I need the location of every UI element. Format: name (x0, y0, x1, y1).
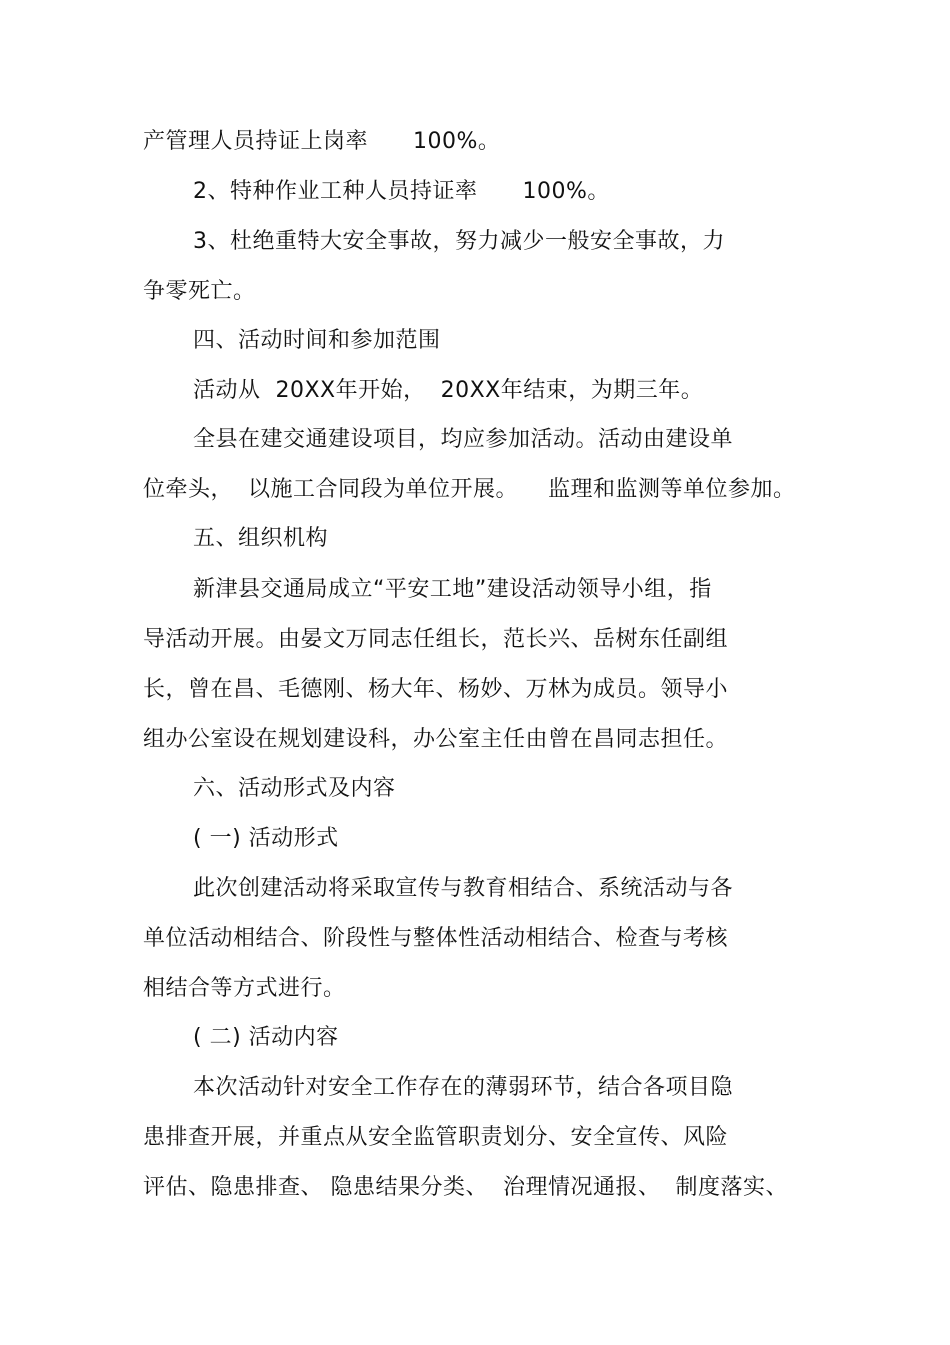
text-line: 组办公室设在规划建设科，办公室主任由曾在昌同志担任。 (143, 727, 729, 752)
text-line: 患排查开展，并重点从安全监管职责划分、安全宣传、风险 (143, 1125, 729, 1150)
text-line: 本次活动针对安全工作存在的薄弱环节，结合各项目隐 (193, 1075, 734, 1100)
text-line: 2、特种作业工种人员持证率 100%。 (193, 179, 610, 204)
section-heading: 四、活动时间和参加范围 (193, 328, 441, 353)
section-heading: 五、组织机构 (193, 526, 329, 551)
text-line: 位牵头， 以施工合同段为单位开展。 监理和监测等单位参加。 (143, 477, 796, 502)
text-line: 活动从 20XX年开始， 20XX年结束，为期三年。 (193, 378, 704, 403)
text-line: 3、杜绝重特大安全事故，努力减少一般安全事故，力 (193, 229, 725, 254)
text-line: 争零死亡。 (143, 279, 256, 304)
text-line: 导活动开展。由晏文万同志任组长，范长兴、岳树东任副组 (143, 627, 729, 652)
subsection-heading: ( 一) 活动形式 (193, 826, 339, 851)
text-line: 相结合等方式进行。 (143, 976, 346, 1001)
text-line: 长，曾在昌、毛德刚、杨大年、杨妙、万林为成员。领导小 (143, 677, 729, 702)
section-heading: 六、活动形式及内容 (193, 776, 396, 801)
text-line: 单位活动相结合、阶段性与整体性活动相结合、检查与考核 (143, 926, 729, 951)
text-line: 评估、隐患排查、 隐患结果分类、 治理情况通报、 制度落实、 (143, 1175, 788, 1200)
text-line: 全县在建交通建设项目，均应参加活动。活动由建设单 (193, 427, 734, 452)
text-line: 此次创建活动将采取宣传与教育相结合、系统活动与各 (193, 876, 734, 901)
text-line: 产管理人员持证上岗率 100%。 (143, 129, 501, 154)
text-line: 新津县交通局成立“平安工地”建设活动领导小组，指 (193, 577, 712, 602)
subsection-heading: ( 二) 活动内容 (193, 1025, 339, 1050)
